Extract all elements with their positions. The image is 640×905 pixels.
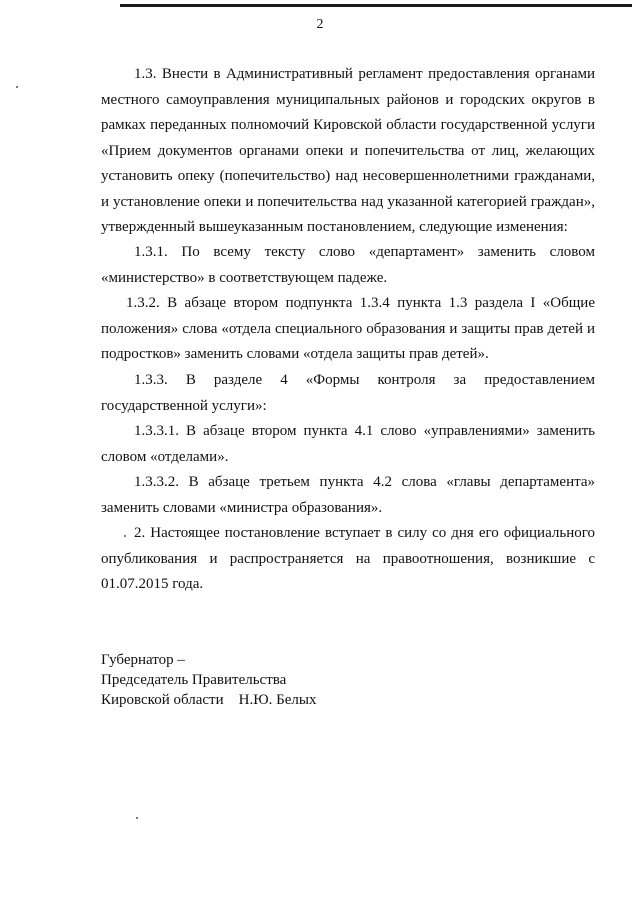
- paragraph-1-3: 1.3. Внести в Административный регламент предоставления органами местного самоуправления муниципальных районов и городских округов в рамках переданных полномочий Кировской области государственной услуги «Прием документов органами опеки и попечительства от лиц, желающих установить опеку (попечительство) над несовершеннолетними гражданами, и установление опеки и попечительства над указанной категорией граждан», утвержденный вышеуказанным постановлением, следующие изменения:: [101, 66, 595, 235]
- top-border-line: [120, 4, 632, 7]
- paragraph-1-3-1: 1.3.1. По всему тексту слово «департамент» заменить словом «министерство» в соответствующем падеже.: [101, 244, 595, 286]
- paragraph-1-3-3: 1.3.3. В разделе 4 «Формы контроля за предоставлением государственной услуги»:: [101, 372, 595, 414]
- paragraph-1-3-3-1: 1.3.3.1. В абзаце втором пункта 4.1 слово «управлениями» заменить словом «отделами».: [101, 423, 595, 465]
- scan-speck: [136, 817, 138, 819]
- paragraph-2: 2. Настоящее постановление вступает в силу со дня его официального опубликования и распространяется на правоотношения, возникшие с 01.07.2015 года.: [101, 525, 595, 592]
- signature-title: Губернатор –: [101, 652, 185, 668]
- signature-position: Председатель Правительства: [101, 672, 287, 688]
- page-number: 2: [316, 17, 324, 32]
- scan-speck: [16, 86, 18, 88]
- scan-speck: [124, 535, 126, 537]
- paragraph-1-3-2: 1.3.2. В абзаце втором подпункта 1.3.4 пункта 1.3 раздела I «Общие положения» слова «отдела специального образования и защиты прав детей и подростков» заменить словами «отдела защиты прав детей».: [101, 295, 595, 362]
- paragraph-1-3-3-2: 1.3.3.2. В абзаце третьем пункта 4.2 слова «главы департамента» заменить словами «министра образования».: [101, 474, 595, 516]
- signature-block: [101, 650, 316, 710]
- signature-region-name: Кировской области Н.Ю. Белых: [101, 692, 317, 708]
